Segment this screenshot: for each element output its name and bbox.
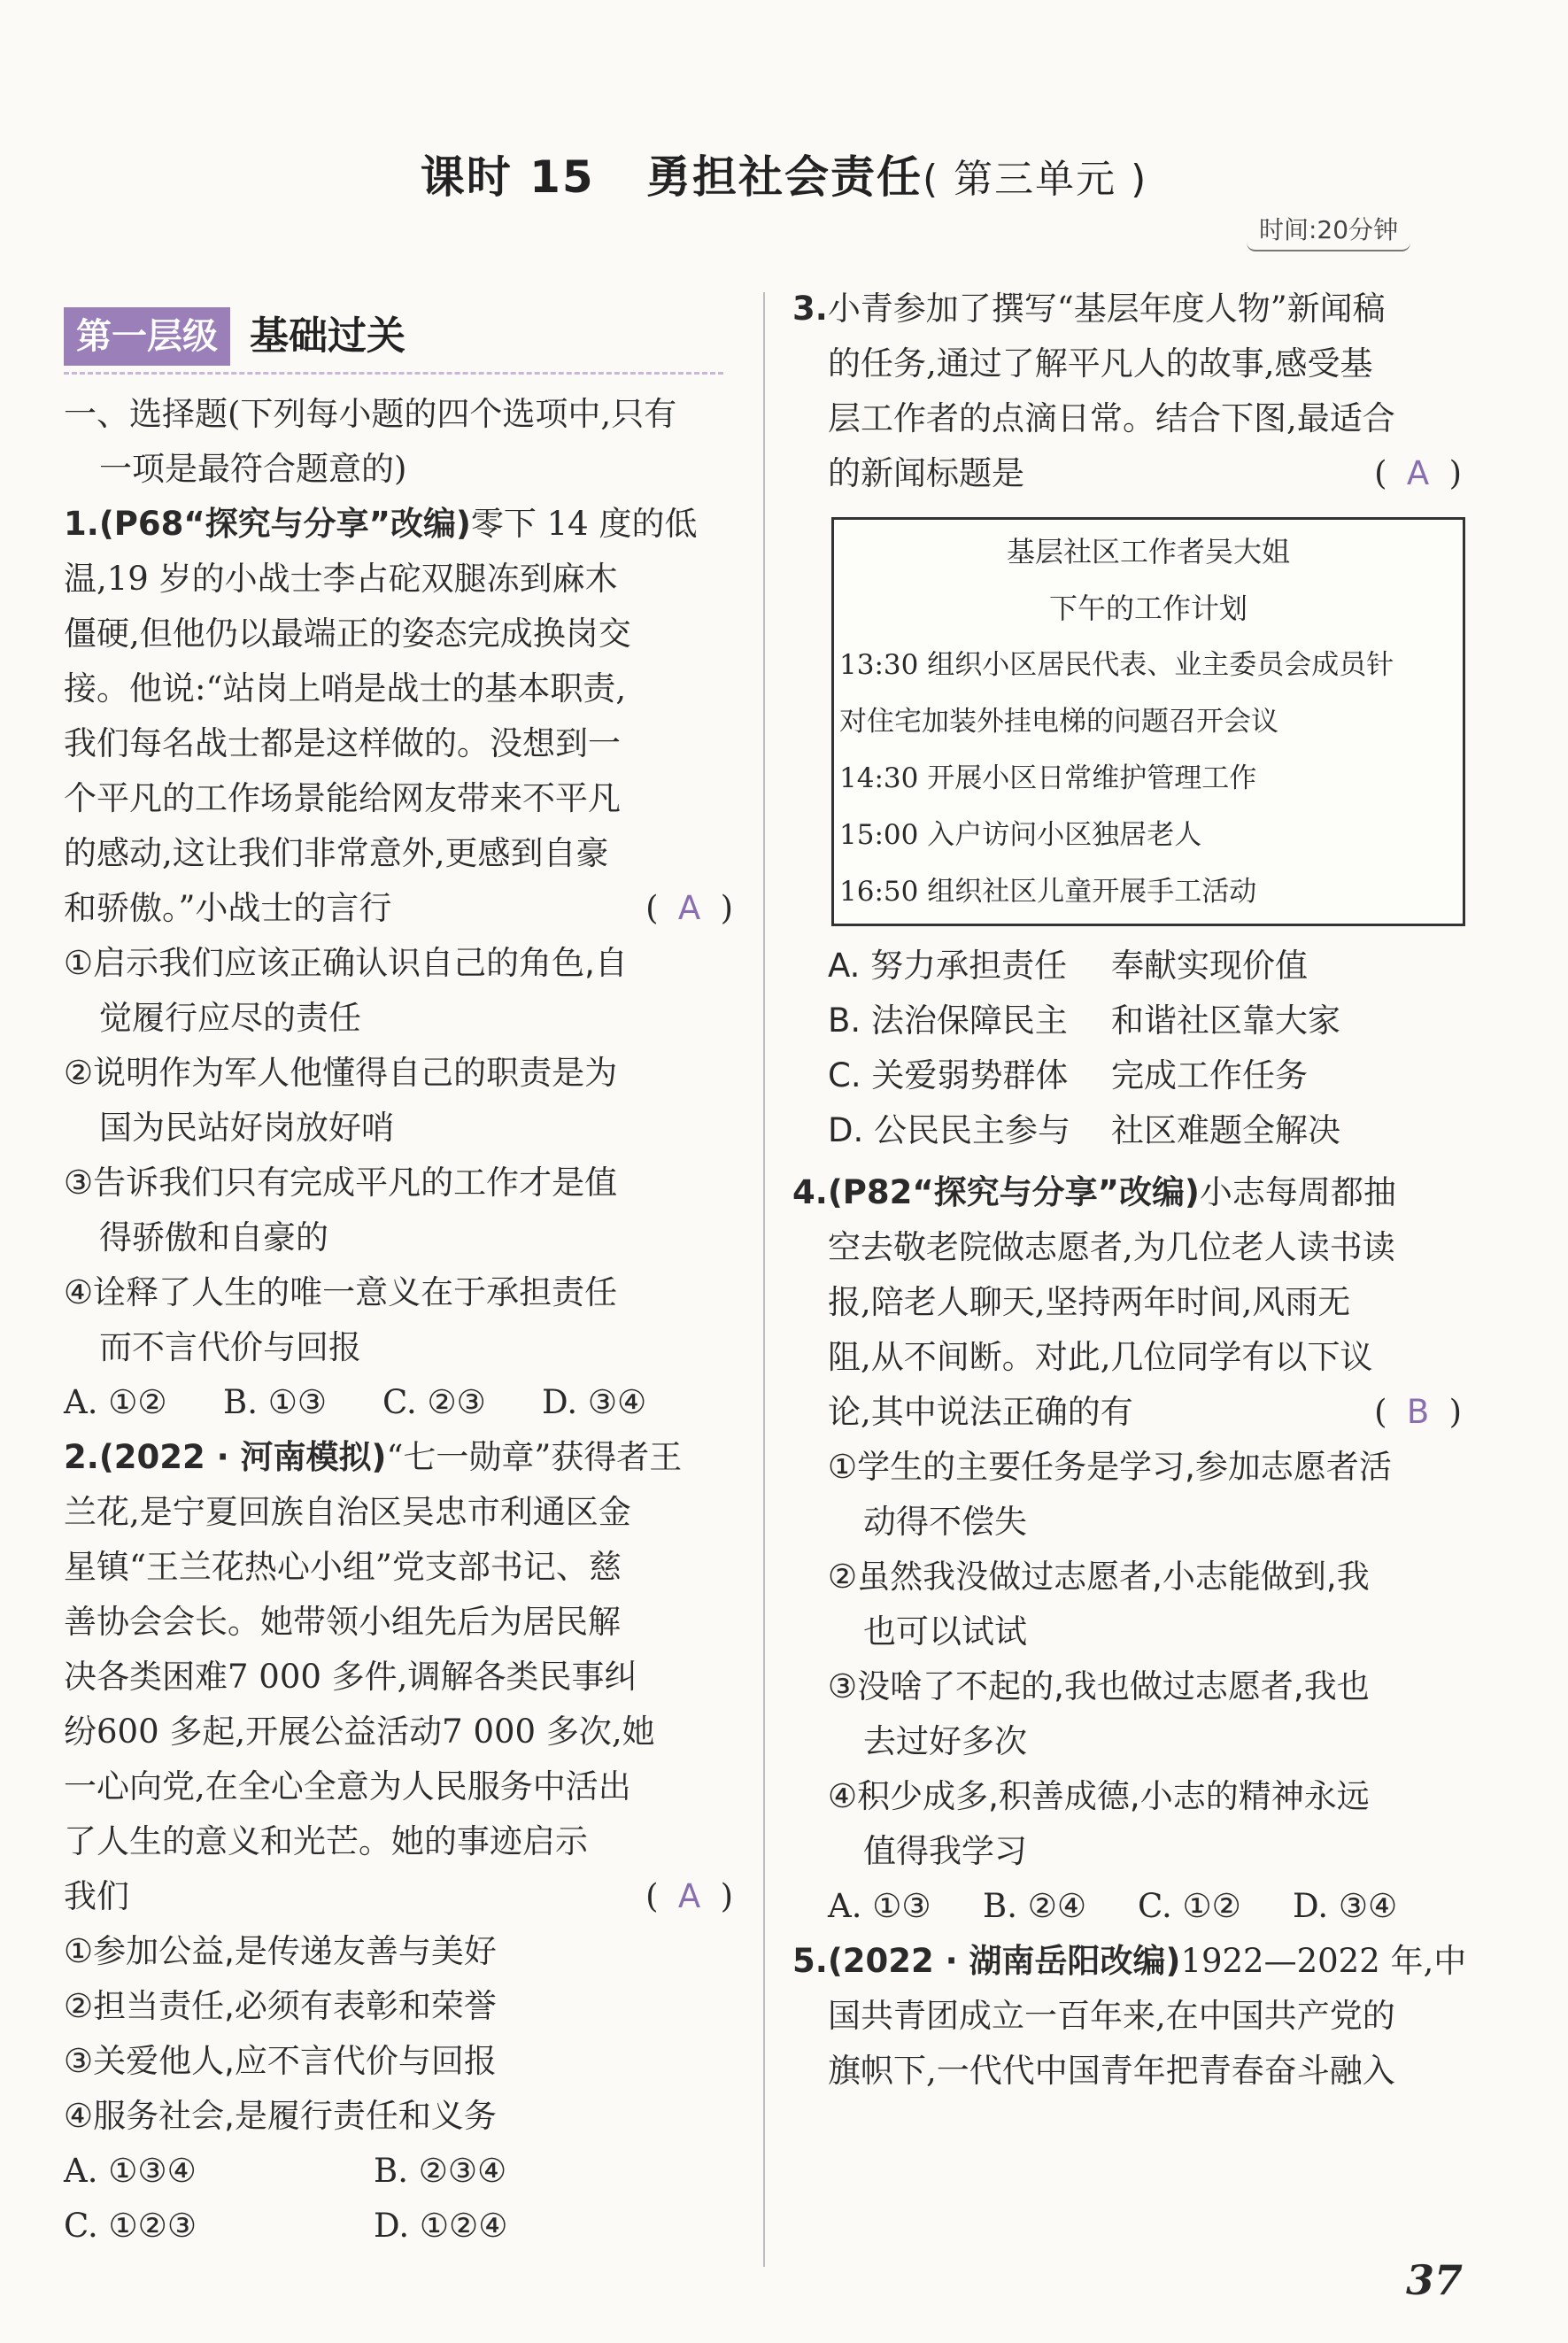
statement-option: 觉履行应尽的责任 <box>99 999 361 1037</box>
question-text: 和骄傲。”小战士的言行 <box>64 889 392 927</box>
choice-a: A. ①② <box>64 1383 167 1421</box>
page-number: 37 <box>1406 2256 1464 2304</box>
question-text: 空去敬老院做志愿者,为几位老人读书读 <box>828 1228 1395 1266</box>
answer-mark: A <box>677 1877 701 1915</box>
statement-option: ①启示我们应该正确认识自己的角色,自 <box>64 944 628 982</box>
question-text: 僵硬,但他仍以最端正的姿态完成换岗交 <box>64 615 631 653</box>
answer-bracket: ( B ) <box>1374 1385 1465 1440</box>
statement-option: ③没啥了不起的,我也做过志愿者,我也 <box>828 1667 1370 1705</box>
choice-c: C. ①②③ <box>64 2207 197 2245</box>
statement-option: ①学生的主要任务是学习,参加志愿者活 <box>828 1448 1392 1486</box>
plan-subtitle: 下午的工作计划 <box>1048 592 1247 625</box>
plan-item: 对住宅加装外挂电梯的问题召开会议 <box>839 706 1278 738</box>
question-text: 的新闻标题是 <box>828 454 1024 492</box>
choice-d: D. ①②④ <box>374 2207 508 2245</box>
statement-option: 而不言代价与回报 <box>99 1328 361 1366</box>
statement-option: ④诠释了人生的唯一意义在于承担责任 <box>64 1273 618 1311</box>
question-text: 我们 <box>64 1877 129 1915</box>
question-text: 接。他说:“站岗上哨是战士的基本职责, <box>64 669 627 708</box>
level-title: 基础过关 <box>250 313 406 359</box>
plan-item: 15:00 入户访问小区独居老人 <box>839 819 1202 851</box>
statement-option: 得骄傲和自豪的 <box>99 1218 328 1257</box>
question-text: 温,19 岁的小战士李占砣双腿冻到麻木 <box>64 560 618 598</box>
question-text: 兰花,是宁夏回族自治区吴忠市利通区金 <box>64 1493 631 1531</box>
answer-mark: A <box>1406 454 1430 492</box>
column-divider <box>763 292 765 2267</box>
choice-b: B. 法治保障民主 和谐社区靠大家 <box>828 1001 1340 1040</box>
question-text: 善协会会长。她带领小组先后为居民解 <box>64 1603 621 1641</box>
lesson-number: 课时 15 <box>420 151 595 203</box>
statement-option: ①参加公益,是传递友善与美好 <box>64 1932 497 1970</box>
statement-option: ③告诉我们只有完成平凡的工作才是值 <box>64 1164 618 1202</box>
question-text: 论,其中说法正确的有 <box>828 1393 1133 1431</box>
lesson-title: 勇担社会责任 <box>645 151 923 203</box>
section-instruction: 一、选择题(下列每小题的四个选项中,只有 <box>64 395 677 433</box>
question-4 <box>792 1165 1465 1934</box>
question-text: 一心向党,在全心全意为人民服务中活出 <box>64 1767 631 1806</box>
question-5 <box>792 1934 1465 2099</box>
level-header <box>64 301 723 375</box>
choice-c: C. ②③ <box>382 1383 486 1421</box>
statement-option: 也可以试试 <box>863 1612 1027 1651</box>
statement-option: ②虽然我没做过志愿者,小志能做到,我 <box>828 1558 1370 1596</box>
question-number: 1. <box>64 505 99 543</box>
question-text: 旗帜下,一代代中国青年把青春奋斗融入 <box>828 2052 1395 2090</box>
question-text: 纷600 多起,开展公益活动7 000 多次,她 <box>64 1713 655 1751</box>
question-number: 4. <box>792 1173 828 1211</box>
question-number: 2. <box>64 1438 99 1476</box>
answer-bracket: ( A ) <box>645 881 737 936</box>
question-text: 零下 14 度的低 <box>470 505 698 543</box>
statement-option: 国为民站好岗放好哨 <box>99 1109 394 1147</box>
plan-item: 13:30 组织小区居民代表、业主委员会成员针 <box>839 649 1394 681</box>
question-source: (2022 · 湖南岳阳改编) <box>827 1942 1181 1980</box>
question-text: 小志每周都抽 <box>1199 1173 1396 1211</box>
choice-d: D. ③④ <box>542 1383 647 1421</box>
question-text: 星镇“王兰花热心小组”党支部书记、慈 <box>64 1548 622 1586</box>
answer-mark: A <box>677 889 701 927</box>
statement-option: ④积少成多,积善成德,小志的精神永远 <box>828 1777 1370 1815</box>
unit-label: ( 第三单元 ) <box>922 157 1148 202</box>
work-plan-box <box>831 517 1465 926</box>
choice-a: A. ①③ <box>828 1887 931 1925</box>
question-text: 的感动,这让我们非常意外,更感到自豪 <box>64 834 609 872</box>
question-3 <box>792 282 1465 1158</box>
choice-c: C. 关爱弱势群体 完成工作任务 <box>828 1056 1308 1094</box>
left-column <box>64 301 737 2254</box>
statement-option: ②说明作为军人他懂得自己的职责是为 <box>64 1054 618 1092</box>
choice-d: D. ③④ <box>1293 1887 1398 1925</box>
question-text: 小青参加了撰写“基层年度人物”新闻稿 <box>827 290 1386 328</box>
right-column <box>792 282 1465 2099</box>
choice-b: B. ②④ <box>983 1887 1087 1925</box>
question-text: 国共青团成立一百年来,在中国共产党的 <box>828 1997 1395 2035</box>
question-1 <box>64 497 737 1430</box>
question-text: “七一勋章”获得者王 <box>386 1438 683 1476</box>
question-text: 的任务,通过了解平凡人的故事,感受基 <box>828 344 1373 383</box>
statement-option: 去过好多次 <box>863 1722 1027 1760</box>
choice-b: B. ②③④ <box>374 2152 507 2190</box>
choice-a: A. ①③④ <box>64 2152 197 2190</box>
question-text: 1922—2022 年,中 <box>1180 1942 1467 1980</box>
answer-mark: B <box>1406 1393 1430 1431</box>
choice-a: A. 努力承担责任 奉献实现价值 <box>828 947 1308 985</box>
question-text: 我们每名战士都是这样做的。没想到一 <box>64 724 621 762</box>
choice-b: B. ①③ <box>223 1383 328 1421</box>
plan-title: 基层社区工作者吴大姐 <box>1006 535 1290 568</box>
question-text: 个平凡的工作场景能给网友带来不平凡 <box>64 779 621 817</box>
choice-c: C. ①② <box>1138 1887 1241 1925</box>
answer-bracket: ( A ) <box>1374 446 1465 501</box>
question-text: 了人生的意义和光芒。她的事迹启示 <box>64 1822 588 1860</box>
statement-option: 动得不偿失 <box>863 1503 1027 1541</box>
page-title <box>0 142 1568 205</box>
question-number: 3. <box>792 290 828 328</box>
question-source: (P68“探究与分享”改编) <box>98 505 471 543</box>
question-2 <box>64 1430 737 2254</box>
answer-bracket: ( A ) <box>645 1869 737 1924</box>
choice-d: D. 公民民主参与 社区难题全解决 <box>828 1111 1340 1149</box>
plan-item: 16:50 组织社区儿童开展手工活动 <box>839 876 1257 908</box>
question-source: (2022 · 河南模拟) <box>98 1438 387 1476</box>
statement-option: ④服务社会,是履行责任和义务 <box>64 2097 497 2135</box>
question-number: 5. <box>792 1942 828 1980</box>
statement-option: 值得我学习 <box>863 1832 1027 1870</box>
statement-option: ②担当责任,必须有表彰和荣誉 <box>64 1987 497 2025</box>
plan-item: 14:30 开展小区日常维护管理工作 <box>839 762 1257 794</box>
section-instruction-cont: 一项是最符合题意的) <box>99 450 407 488</box>
time-note: 时间:20分钟 <box>1247 211 1410 251</box>
question-text: 决各类困难7 000 多件,调解各类民事纠 <box>64 1658 637 1696</box>
question-text: 层工作者的点滴日常。结合下图,最适合 <box>828 399 1395 437</box>
statement-option: ③关爱他人,应不言代价与回报 <box>64 2042 497 2080</box>
level-tag: 第一层级 <box>64 307 230 366</box>
question-text: 阻,从不间断。对此,几位同学有以下议 <box>828 1338 1373 1376</box>
question-source: (P82“探究与分享”改编) <box>827 1173 1200 1211</box>
question-text: 报,陪老人聊天,坚持两年时间,风雨无 <box>828 1283 1351 1321</box>
